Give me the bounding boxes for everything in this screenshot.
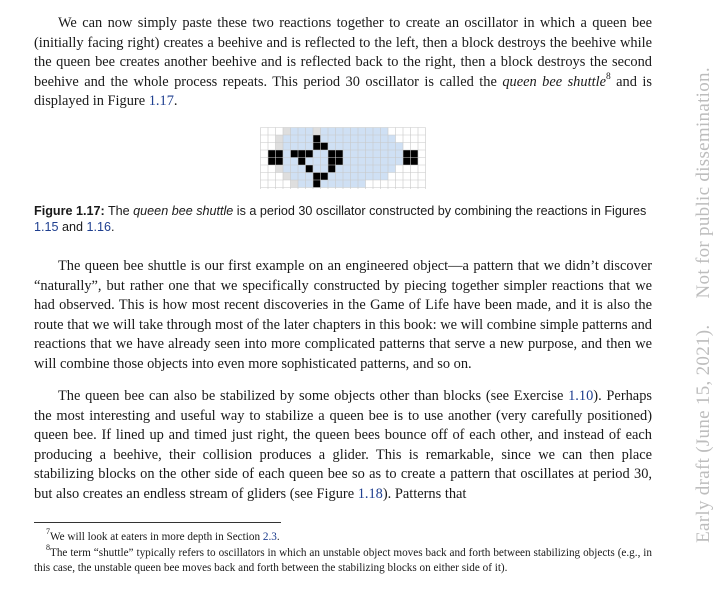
grid-shaded-cell	[373, 150, 381, 158]
grid-shaded-cell	[343, 128, 351, 136]
grid-shaded-cell	[358, 150, 366, 158]
grid-live-cell	[306, 150, 314, 158]
paragraph-3-text-a: The queen bee can also be stabilized by some objects other than blocks (see Exercise	[58, 388, 569, 404]
grid-shaded-cell	[351, 173, 359, 181]
grid-shaded-cell	[351, 165, 359, 173]
grid-shaded-cell	[373, 158, 381, 166]
term-queen-bee-shuttle: queen bee shuttle	[502, 73, 606, 90]
draft-date-note: Early draft (June 15, 2021).	[693, 324, 714, 543]
footnote-8	[34, 542, 652, 577]
footnote-rule	[34, 522, 281, 523]
grid-live-cell	[298, 150, 306, 158]
grid-shaded-cell	[358, 128, 366, 136]
grid-shaded-cell	[291, 158, 299, 166]
grid-live-cell	[268, 158, 276, 166]
grid-shaded-cell	[396, 158, 404, 166]
grid-shaded-cell	[313, 158, 321, 166]
grid-shaded-cell	[321, 150, 329, 158]
grid-dim-cell	[291, 180, 299, 188]
caption-text-d: .	[111, 220, 115, 234]
grid-live-cell	[313, 180, 321, 188]
grid-shaded-cell	[291, 173, 299, 181]
grid-shaded-cell	[396, 143, 404, 151]
grid-shaded-cell	[291, 143, 299, 151]
grid-shaded-cell	[381, 150, 389, 158]
grid-shaded-cell	[336, 173, 344, 181]
grid-shaded-cell	[373, 165, 381, 173]
grid-dim-cell	[276, 135, 284, 143]
grid-shaded-cell	[366, 128, 374, 136]
grid-shaded-cell	[283, 150, 291, 158]
exercise-ref-1-10[interactable]: 1.10	[568, 388, 594, 404]
grid-live-cell	[313, 135, 321, 143]
grid-shaded-cell	[298, 173, 306, 181]
grid-live-cell	[291, 150, 299, 158]
grid-live-cell	[328, 158, 336, 166]
grid-live-cell	[328, 150, 336, 158]
grid-shaded-cell	[291, 128, 299, 136]
grid-shaded-cell	[373, 135, 381, 143]
paragraph-2: The queen bee shuttle is our first example on an engineered object—a pattern that we didn’t discover “naturally”, but rather one that we specifically constructed by piecing together simpler reactions that we had observed. This is how most recent discoveries in the Game of Life have been made, and it is also the route that we will take through most of the later chapters in this book: we will combine simple patterns and reactions that we have already seen into more complicated patterns that serve a new purpose, and then we will combine those objects into even more sophisticated patterns, and so on.	[34, 258, 652, 372]
grid-shaded-cell	[388, 135, 396, 143]
grid-shaded-cell	[313, 165, 321, 173]
grid-shaded-cell	[388, 150, 396, 158]
grid-live-cell	[403, 158, 411, 166]
grid-live-cell	[276, 150, 284, 158]
grid-shaded-cell	[328, 173, 336, 181]
grid-shaded-cell	[298, 128, 306, 136]
grid-shaded-cell	[358, 165, 366, 173]
grid-shaded-cell	[373, 128, 381, 136]
grid-shaded-cell	[388, 165, 396, 173]
caption-term: queen bee shuttle	[133, 204, 234, 218]
grid-shaded-cell	[381, 135, 389, 143]
grid-shaded-cell	[373, 173, 381, 181]
caption-text-a: The	[104, 204, 134, 218]
grid-dim-cell	[276, 143, 284, 151]
footnote-7-end: .	[276, 531, 280, 543]
grid-shaded-cell	[336, 143, 344, 151]
grid-shaded-cell	[306, 135, 314, 143]
paragraph-3-text-c: ). Patterns that	[382, 485, 467, 502]
grid-shaded-cell	[358, 158, 366, 166]
grid-shaded-cell	[321, 180, 329, 188]
grid-shaded-cell	[336, 165, 344, 173]
grid-shaded-cell	[358, 173, 366, 181]
grid-live-cell	[313, 143, 321, 151]
grid-live-cell	[298, 158, 306, 166]
grid-shaded-cell	[388, 158, 396, 166]
grid-shaded-cell	[306, 143, 314, 151]
grid-live-cell	[276, 158, 284, 166]
grid-shaded-cell	[358, 135, 366, 143]
grid-live-cell	[403, 150, 411, 158]
grid-shaded-cell	[381, 128, 389, 136]
draft-watermark	[692, 0, 716, 609]
grid-live-cell	[321, 143, 329, 151]
draft-watermark-text	[693, 67, 715, 543]
figure-queen-bee-shuttle	[260, 127, 426, 189]
grid-shaded-cell	[351, 135, 359, 143]
grid-shaded-cell	[381, 173, 389, 181]
grid-shaded-cell	[306, 173, 314, 181]
caption-label: Figure 1.17:	[34, 204, 105, 218]
grid-shaded-cell	[351, 180, 359, 188]
section-ref-2-3[interactable]: 2.3	[262, 531, 277, 543]
paragraph-1-end: .	[173, 93, 178, 110]
grid-shaded-cell	[283, 165, 291, 173]
grid-shaded-cell	[321, 135, 329, 143]
grid-shaded-cell	[351, 143, 359, 151]
figure-caption	[34, 203, 652, 235]
grid-shaded-cell	[381, 143, 389, 151]
caption-text-c: and	[58, 220, 87, 234]
grid-shaded-cell	[366, 150, 374, 158]
grid-shaded-cell	[291, 135, 299, 143]
grid-dim-cell	[283, 128, 291, 136]
grid-shaded-cell	[336, 180, 344, 188]
grid-shaded-cell	[328, 180, 336, 188]
grid-shaded-cell	[283, 158, 291, 166]
grid-live-cell	[268, 150, 276, 158]
grid-shaded-cell	[343, 143, 351, 151]
footnote-8-mark: 8	[46, 542, 50, 552]
grid-shaded-cell	[381, 165, 389, 173]
figure-ref-1-16[interactable]: 1.16	[86, 220, 112, 234]
grid-shaded-cell	[351, 158, 359, 166]
footnote-7-mark: 7	[46, 527, 50, 537]
grid-shaded-cell	[343, 165, 351, 173]
grid-shaded-cell	[328, 128, 336, 136]
grid-shaded-cell	[343, 150, 351, 158]
grid-live-cell	[328, 165, 336, 173]
grid-shaded-cell	[321, 165, 329, 173]
grid-shaded-cell	[328, 135, 336, 143]
grid-shaded-cell	[291, 165, 299, 173]
grid-shaded-cell	[343, 173, 351, 181]
grid-shaded-cell	[351, 150, 359, 158]
grid-dim-cell	[276, 165, 284, 173]
grid-shaded-cell	[313, 150, 321, 158]
grid-live-cell	[313, 173, 321, 181]
grid-shaded-cell	[328, 143, 336, 151]
grid-shaded-cell	[366, 158, 374, 166]
paragraph-1	[34, 14, 652, 112]
grid-shaded-cell	[381, 158, 389, 166]
figure-ref-1-15[interactable]: 1.15	[34, 220, 59, 234]
grid-shaded-cell	[298, 135, 306, 143]
grid-shaded-cell	[343, 135, 351, 143]
grid-shaded-cell	[283, 135, 291, 143]
grid-shaded-cell	[343, 180, 351, 188]
grid-shaded-cell	[306, 158, 314, 166]
paragraph-1-text-b: and is displayed in Figure	[34, 73, 652, 110]
paragraph-3	[34, 387, 652, 505]
grid-shaded-cell	[336, 128, 344, 136]
grid-shaded-cell	[396, 150, 404, 158]
grid-shaded-cell	[343, 158, 351, 166]
footnote-7-text: We will look at eaters in more depth in Section	[50, 531, 263, 543]
grid-shaded-cell	[366, 143, 374, 151]
grid-shaded-cell	[358, 143, 366, 151]
grid-shaded-cell	[298, 143, 306, 151]
footnote-mark-8[interactable]: 8	[605, 71, 611, 82]
footnote-8-text: The term “shuttle” typically refers to oscillators in which an unstable object moves back and forth between stabilizing objects (e.g., in this case, the unstable queen bee moves back and forth between the stabilizing blocks on either side of it).	[34, 546, 652, 575]
grid-dim-cell	[313, 128, 321, 136]
grid-shaded-cell	[306, 180, 314, 188]
footnote-7	[34, 527, 652, 546]
paragraph-1-text: We can now simply paste these two reactions together to create an oscillator in which a queen bee (initially facing right) creates a beehive and is reflected to the left, then a block destroys the beehive while the queen bee creates another beehive and is reflected back to the right, then a block destroys the second beehive and the whole process repeats. This period 30 oscillator is called the	[34, 15, 652, 90]
grid-live-cell	[336, 150, 344, 158]
grid-shaded-cell	[373, 143, 381, 151]
grid-shaded-cell	[321, 158, 329, 166]
grid-shaded-cell	[366, 165, 374, 173]
grid-dim-cell	[283, 173, 291, 181]
grid-live-cell	[306, 165, 314, 173]
grid-shaded-cell	[351, 128, 359, 136]
grid-shaded-cell	[336, 135, 344, 143]
grid-live-cell	[336, 158, 344, 166]
grid-live-cell	[411, 158, 419, 166]
caption-text-b: is a period 30 oscillator constructed by combining the reactions in Figures	[233, 204, 647, 218]
grid-shaded-cell	[358, 180, 366, 188]
grid-shaded-cell	[321, 128, 329, 136]
paragraph-3-text-b: ). Perhaps the most interesting and useful way to stabilize a queen bee is to use another (very carefully positioned) queen bee. If lined up and timed just right, the queen bees bounce off of each other, and instead of each producing a beehive, their collision produces a glider. This is remarkable, since we can then place stabilizing blocks on the other side of each queen bee so as to create a pattern that oscillates at period 30, but also creates an endless stream of gliders (see Figure	[34, 388, 652, 502]
grid-live-cell	[321, 173, 329, 181]
grid-shaded-cell	[283, 143, 291, 151]
grid-shaded-cell	[306, 128, 314, 136]
figure-ref-1-18[interactable]: 1.18	[357, 485, 383, 502]
grid-shaded-cell	[388, 143, 396, 151]
grid-shaded-cell	[366, 173, 374, 181]
life-grid	[260, 127, 426, 189]
figure-ref-1-17[interactable]: 1.17	[148, 93, 174, 110]
grid-shaded-cell	[366, 135, 374, 143]
grid-shaded-cell	[298, 165, 306, 173]
grid-live-cell	[411, 150, 419, 158]
footnotes	[34, 527, 652, 577]
dissemination-note: Not for public dissemination.	[693, 66, 714, 298]
grid-shaded-cell	[298, 180, 306, 188]
